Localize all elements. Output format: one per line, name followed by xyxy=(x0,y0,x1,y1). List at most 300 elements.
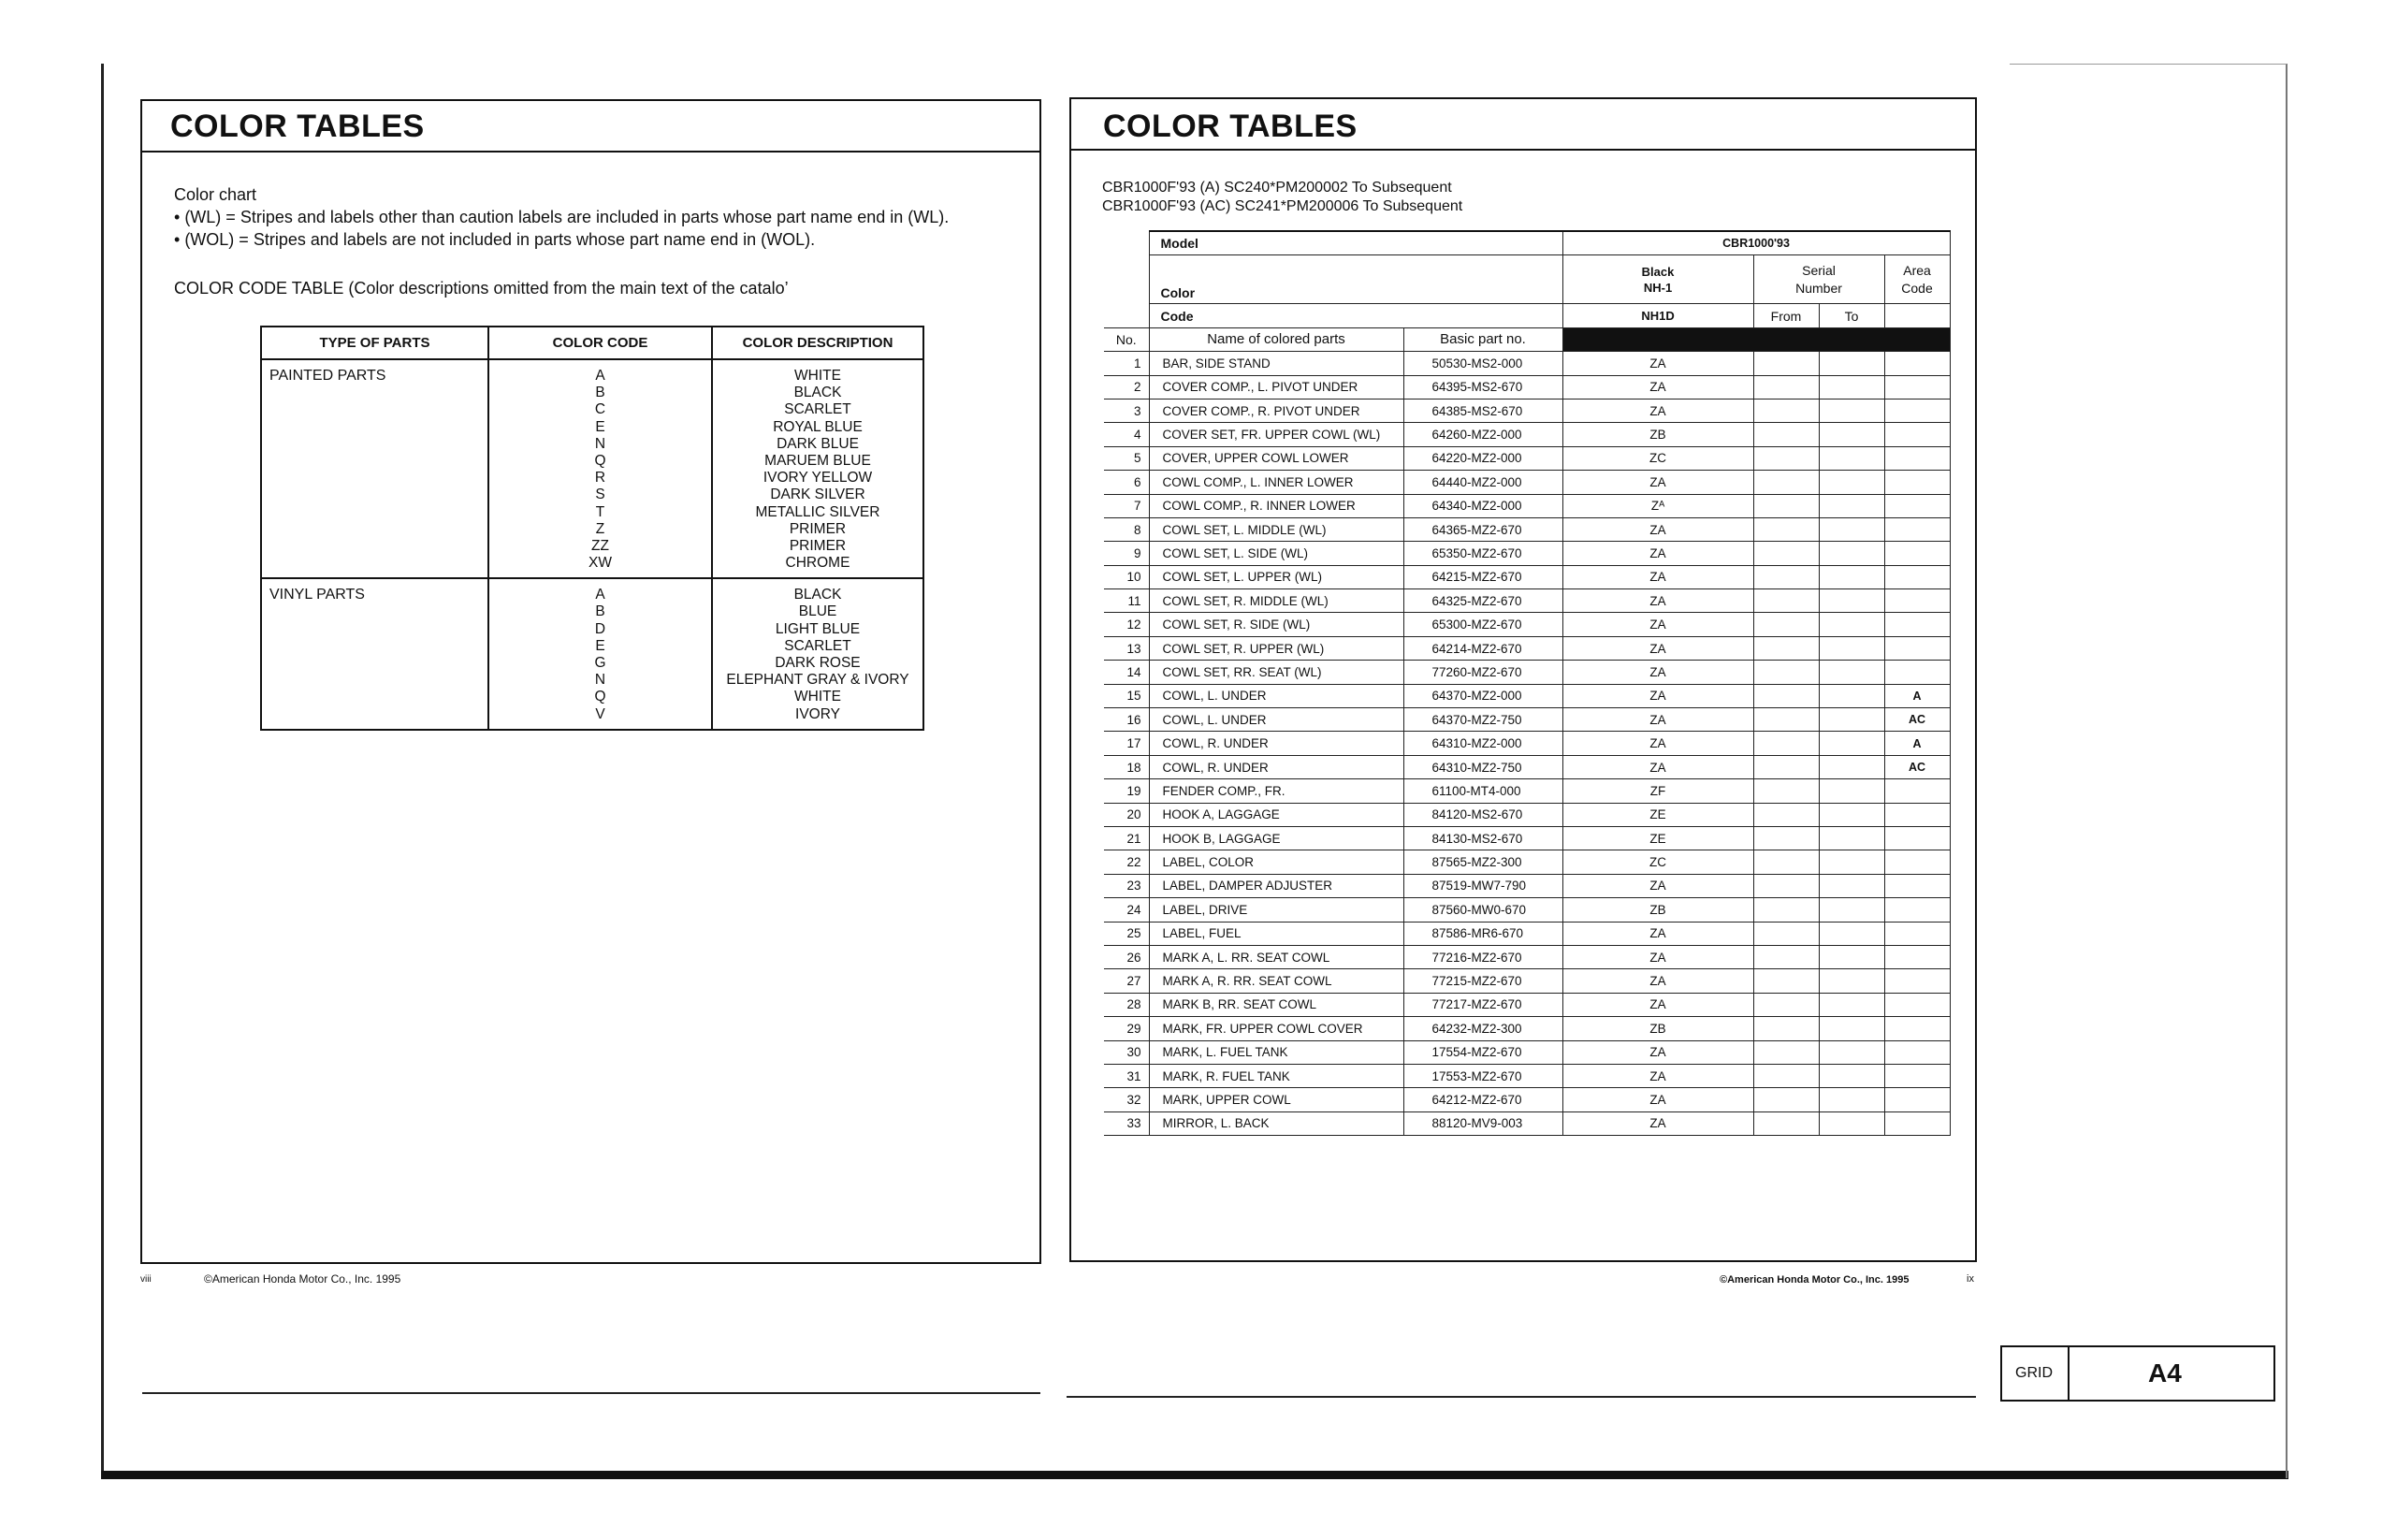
row-number: 5 xyxy=(1104,446,1149,470)
color-code: ZF xyxy=(1562,779,1753,803)
color-description: CHROME xyxy=(785,555,850,572)
basic-part-number: 64215-MZ2-670 xyxy=(1403,565,1562,588)
table-row xyxy=(1104,755,1950,778)
row-number: 15 xyxy=(1104,684,1149,707)
header-row-model xyxy=(1104,231,1950,255)
serial-from xyxy=(1753,423,1819,446)
table-row xyxy=(1104,732,1950,755)
color-description: ELEPHANT GRAY & IVORY xyxy=(726,672,909,689)
serial-to xyxy=(1819,423,1884,446)
serial-to xyxy=(1819,1064,1884,1087)
area-code-header xyxy=(1884,255,1950,304)
row-number: 16 xyxy=(1104,708,1149,732)
serial-to xyxy=(1819,755,1884,778)
serial-from xyxy=(1753,589,1819,613)
basic-part-number: 88120-MV9-003 xyxy=(1403,1111,1562,1135)
serial-from xyxy=(1753,732,1819,755)
table-row xyxy=(1104,399,1950,422)
serial-to xyxy=(1819,874,1884,897)
serial-to xyxy=(1819,661,1884,684)
code-label: Code xyxy=(1901,280,1933,296)
table-row xyxy=(1104,803,1950,826)
serial-number-header xyxy=(1753,255,1884,304)
page-title: COLOR TABLES xyxy=(170,109,425,144)
serial-to xyxy=(1819,993,1884,1016)
table-row xyxy=(1104,494,1950,517)
row-number: 1 xyxy=(1104,352,1149,375)
serial-from xyxy=(1753,517,1819,541)
area-code xyxy=(1884,565,1950,588)
serial-to xyxy=(1819,636,1884,660)
basic-part-number: 87519-MW7-790 xyxy=(1403,874,1562,897)
serial-to xyxy=(1819,803,1884,826)
header-blank xyxy=(1104,231,1149,255)
color-code: B xyxy=(595,603,605,620)
row-number: 24 xyxy=(1104,898,1149,922)
area-label: Area xyxy=(1903,262,1931,278)
part-name: COWL COMP., L. INNER LOWER xyxy=(1149,471,1403,494)
row-number: 11 xyxy=(1104,589,1149,613)
color-code: D xyxy=(594,620,606,637)
area-code: A xyxy=(1884,732,1950,755)
row-number: 19 xyxy=(1104,779,1149,803)
color-code: ZB xyxy=(1562,898,1753,922)
area-code: AC xyxy=(1884,708,1950,732)
row-number: 3 xyxy=(1104,399,1149,422)
part-name: HOOK B, LAGGAGE xyxy=(1149,826,1403,850)
basic-part-number: 64370-MZ2-750 xyxy=(1403,708,1562,732)
no-label: No. xyxy=(1104,327,1149,351)
area-code xyxy=(1884,1111,1950,1135)
serial-to xyxy=(1819,684,1884,707)
bpn-label: Basic part no. xyxy=(1403,327,1562,351)
to-label: To xyxy=(1819,304,1884,327)
row-number: 10 xyxy=(1104,565,1149,588)
color-code: ZA xyxy=(1562,755,1753,778)
serial-from xyxy=(1753,826,1819,850)
painted-parts-type: PAINTED PARTS xyxy=(261,359,488,578)
table-row xyxy=(1104,636,1950,660)
area-code xyxy=(1884,589,1950,613)
row-number: 29 xyxy=(1104,1017,1149,1040)
part-name: COWL SET, R. MIDDLE (WL) xyxy=(1149,589,1403,613)
color-code: Q xyxy=(594,452,606,469)
part-name: COWL, R. UNDER xyxy=(1149,755,1403,778)
header-row-columns xyxy=(1104,327,1950,351)
table-row xyxy=(1104,684,1950,707)
color-description: LIGHT BLUE xyxy=(775,620,861,637)
serial-to xyxy=(1819,898,1884,922)
row-number: 31 xyxy=(1104,1064,1149,1087)
basic-part-number: 61100-MT4-000 xyxy=(1403,779,1562,803)
table-row-painted xyxy=(261,359,923,578)
row-number: 28 xyxy=(1104,993,1149,1016)
header-blank xyxy=(1104,255,1149,304)
part-name: COWL SET, R. UPPER (WL) xyxy=(1149,636,1403,660)
serial-to xyxy=(1819,565,1884,588)
serial-to xyxy=(1819,471,1884,494)
part-name: COWL SET, L. MIDDLE (WL) xyxy=(1149,517,1403,541)
row-number: 22 xyxy=(1104,850,1149,874)
basic-part-number: 64325-MZ2-670 xyxy=(1403,589,1562,613)
serial-from xyxy=(1753,1111,1819,1135)
area-code xyxy=(1884,613,1950,636)
basic-part-number: 64310-MZ2-750 xyxy=(1403,755,1562,778)
color-code: ZA xyxy=(1562,471,1753,494)
header-black-bar xyxy=(1562,327,1950,351)
vinyl-codes xyxy=(488,578,712,730)
row-number: 14 xyxy=(1104,661,1149,684)
grid-label: GRID xyxy=(2015,1365,2053,1381)
color-code: ZA xyxy=(1562,375,1753,399)
serial-to xyxy=(1819,1040,1884,1064)
basic-part-number: 87565-MZ2-300 xyxy=(1403,850,1562,874)
color-code: N xyxy=(594,672,606,689)
color-code: N xyxy=(594,435,606,452)
code-row-label: Code xyxy=(1149,304,1562,327)
left-footer-copyright: ©American Honda Motor Co., Inc. 1995 xyxy=(204,1272,401,1286)
area-code xyxy=(1884,803,1950,826)
row-number: 32 xyxy=(1104,1088,1149,1111)
color-code: ZA xyxy=(1562,542,1753,565)
part-name: MARK, UPPER COWL xyxy=(1149,1088,1403,1111)
basic-part-number: 65350-MZ2-670 xyxy=(1403,542,1562,565)
color-code: ZA xyxy=(1562,352,1753,375)
table-row xyxy=(1104,969,1950,993)
color-code: ZA xyxy=(1562,661,1753,684)
basic-part-number: 84130-MS2-670 xyxy=(1403,826,1562,850)
serial-to xyxy=(1819,589,1884,613)
serial-from xyxy=(1753,1088,1819,1111)
left-page-panel xyxy=(140,99,1041,1264)
part-name: MARK A, R. RR. SEAT COWL xyxy=(1149,969,1403,993)
color-code: ZA xyxy=(1562,874,1753,897)
area-code xyxy=(1884,1088,1950,1111)
serial-from xyxy=(1753,684,1819,707)
color-code: V xyxy=(595,705,605,722)
area-code xyxy=(1884,874,1950,897)
serial-line-a: CBR1000F'93 (A) SC240*PM200002 To Subsequent xyxy=(1102,180,1452,196)
serial-to xyxy=(1819,517,1884,541)
area-code xyxy=(1884,471,1950,494)
color-description: IVORY xyxy=(795,705,840,722)
color-chart-label: Color chart xyxy=(174,185,257,204)
row-number: 4 xyxy=(1104,423,1149,446)
color-code: XW xyxy=(588,555,612,572)
number-label: Number xyxy=(1795,280,1842,296)
serial-from xyxy=(1753,708,1819,732)
color-code: ZE xyxy=(1562,826,1753,850)
serial-to xyxy=(1819,969,1884,993)
color-code: ZA xyxy=(1562,1088,1753,1111)
serial-from xyxy=(1753,399,1819,422)
grid-box xyxy=(2000,1345,2275,1402)
row-number: 27 xyxy=(1104,969,1149,993)
part-name: COVER COMP., R. PIVOT UNDER xyxy=(1149,399,1403,422)
serial-to xyxy=(1819,446,1884,470)
part-name: LABEL, DAMPER ADJUSTER xyxy=(1149,874,1403,897)
serial-to xyxy=(1819,850,1884,874)
table-row xyxy=(1104,542,1950,565)
basic-part-number: 64370-MZ2-000 xyxy=(1403,684,1562,707)
color-code: ZA xyxy=(1562,1064,1753,1087)
table-row xyxy=(1104,661,1950,684)
color-description: PRIMER xyxy=(789,537,847,554)
basic-part-number: 64260-MZ2-000 xyxy=(1403,423,1562,446)
row-number: 6 xyxy=(1104,471,1149,494)
basic-part-number: 17554-MZ2-670 xyxy=(1403,1040,1562,1064)
serial-to xyxy=(1819,613,1884,636)
model-value: CBR1000'93 xyxy=(1562,231,1950,255)
basic-part-number: 64232-MZ2-300 xyxy=(1403,1017,1562,1040)
basic-part-number: 64220-MZ2-000 xyxy=(1403,446,1562,470)
serial-to xyxy=(1819,732,1884,755)
serial-from xyxy=(1753,636,1819,660)
color-description: BLUE xyxy=(798,603,837,620)
header-empty-cell xyxy=(1884,304,1950,327)
col-color-description: COLOR DESCRIPTION xyxy=(712,327,923,359)
basic-part-number: 77215-MZ2-670 xyxy=(1403,969,1562,993)
serial-from xyxy=(1753,446,1819,470)
header-row-code xyxy=(1104,304,1950,327)
color-code-table xyxy=(260,326,924,731)
vinyl-parts-type: VINYL PARTS xyxy=(261,578,488,730)
area-code xyxy=(1884,1040,1950,1064)
part-name: BAR, SIDE STAND xyxy=(1149,352,1403,375)
painted-descriptions xyxy=(712,359,923,578)
table-row xyxy=(1104,874,1950,897)
from-label: From xyxy=(1753,304,1819,327)
basic-part-number: 64310-MZ2-000 xyxy=(1403,732,1562,755)
part-name: COWL COMP., R. INNER LOWER xyxy=(1149,494,1403,517)
serial-from xyxy=(1753,1064,1819,1087)
basic-part-number: 77260-MZ2-670 xyxy=(1403,661,1562,684)
basic-part-number: 64440-MZ2-000 xyxy=(1403,471,1562,494)
basic-part-number: 87586-MR6-670 xyxy=(1403,922,1562,945)
area-code xyxy=(1884,636,1950,660)
part-name: COWL SET, RR. SEAT (WL) xyxy=(1149,661,1403,684)
parts-color-table xyxy=(1104,230,1951,1136)
part-name: MARK A, L. RR. SEAT COWL xyxy=(1149,945,1403,968)
table-row xyxy=(1104,779,1950,803)
table-row xyxy=(1104,471,1950,494)
color-description: METALLIC SILVER xyxy=(755,503,880,520)
area-code xyxy=(1884,423,1950,446)
color-label: Color xyxy=(1149,255,1562,304)
color-code: ZA xyxy=(1562,399,1753,422)
serial-to xyxy=(1819,779,1884,803)
color-description: WHITE xyxy=(794,368,841,384)
table-row xyxy=(1104,922,1950,945)
part-name: MIRROR, L. BACK xyxy=(1149,1111,1403,1135)
row-number: 26 xyxy=(1104,945,1149,968)
black-label: Black xyxy=(1641,264,1675,279)
color-code: B xyxy=(595,385,605,401)
table-row xyxy=(1104,1017,1950,1040)
basic-part-number: 77216-MZ2-670 xyxy=(1403,945,1562,968)
table-row xyxy=(1104,517,1950,541)
color-code: ZA xyxy=(1562,922,1753,945)
table-row xyxy=(1104,898,1950,922)
color-code: ZA xyxy=(1562,565,1753,588)
color-code: ZB xyxy=(1562,423,1753,446)
part-name: COVER SET, FR. UPPER COWL (WL) xyxy=(1149,423,1403,446)
serial-from xyxy=(1753,945,1819,968)
serial-from xyxy=(1753,352,1819,375)
color-code: Zᴬ xyxy=(1562,494,1753,517)
part-name: MARK, L. FUEL TANK xyxy=(1149,1040,1403,1064)
part-name: COVER COMP., L. PIVOT UNDER xyxy=(1149,375,1403,399)
color-description: DARK BLUE xyxy=(777,435,859,452)
basic-part-number: 84120-MS2-670 xyxy=(1403,803,1562,826)
color-description: IVORY YELLOW xyxy=(763,470,873,487)
basic-part-number: 64212-MZ2-670 xyxy=(1403,1088,1562,1111)
basic-part-number: 64365-MZ2-670 xyxy=(1403,517,1562,541)
basic-part-number: 64340-MZ2-000 xyxy=(1403,494,1562,517)
serial-from xyxy=(1753,471,1819,494)
row-number: 23 xyxy=(1104,874,1149,897)
color-code: A xyxy=(595,587,605,603)
row-number: 20 xyxy=(1104,803,1149,826)
code-value: NH1D xyxy=(1562,304,1753,327)
color-code: ZA xyxy=(1562,517,1753,541)
row-number: 30 xyxy=(1104,1040,1149,1064)
area-code xyxy=(1884,517,1950,541)
serial-from xyxy=(1753,494,1819,517)
area-code xyxy=(1884,1017,1950,1040)
basic-part-number: 64395-MS2-670 xyxy=(1403,375,1562,399)
serial-to xyxy=(1819,922,1884,945)
sheet-right-border xyxy=(2286,64,2288,1478)
painted-codes xyxy=(488,359,712,578)
table-row xyxy=(1104,850,1950,874)
black-color-header xyxy=(1562,255,1753,304)
area-code xyxy=(1884,494,1950,517)
table-row-vinyl xyxy=(261,578,923,730)
serial-from xyxy=(1753,803,1819,826)
part-name: COWL SET, L. UPPER (WL) xyxy=(1149,565,1403,588)
part-name: LABEL, DRIVE xyxy=(1149,898,1403,922)
table-row xyxy=(1104,565,1950,588)
color-code: ZA xyxy=(1562,732,1753,755)
part-name: COWL SET, R. SIDE (WL) xyxy=(1149,613,1403,636)
serial-from xyxy=(1753,565,1819,588)
row-number: 2 xyxy=(1104,375,1149,399)
left-page-header xyxy=(142,101,1039,153)
color-code: S xyxy=(595,487,605,503)
row-number: 8 xyxy=(1104,517,1149,541)
model-label: Model xyxy=(1149,231,1562,255)
serial-to xyxy=(1819,1088,1884,1111)
color-code: ZZ xyxy=(591,537,609,554)
basic-part-number: 50530-MS2-000 xyxy=(1403,352,1562,375)
color-code: Z xyxy=(595,520,605,537)
color-description: BLACK xyxy=(793,587,842,603)
sheet-bottom-border xyxy=(101,1471,2288,1479)
color-description: WHITE xyxy=(794,689,841,705)
color-code: ZB xyxy=(1562,1017,1753,1040)
color-code: E xyxy=(595,418,605,435)
color-code-table-caption: COLOR CODE TABLE (Color descriptions omitted from the main text of the catalo’ xyxy=(174,279,789,298)
sheet-left-border xyxy=(101,64,104,1478)
serial-to xyxy=(1819,708,1884,732)
serial-from xyxy=(1753,850,1819,874)
table-header-row xyxy=(261,327,923,359)
color-code: ZA xyxy=(1562,993,1753,1016)
color-code: ZA xyxy=(1562,708,1753,732)
serial-from xyxy=(1753,922,1819,945)
area-code xyxy=(1884,352,1950,375)
color-code: ZA xyxy=(1562,684,1753,707)
area-code xyxy=(1884,446,1950,470)
serial-from xyxy=(1753,542,1819,565)
area-code xyxy=(1884,375,1950,399)
col-color-code: COLOR CODE xyxy=(488,327,712,359)
serial-from xyxy=(1753,1017,1819,1040)
part-name: COVER, UPPER COWL LOWER xyxy=(1149,446,1403,470)
color-description: DARK ROSE xyxy=(775,655,861,671)
basic-part-number: 77217-MZ2-670 xyxy=(1403,993,1562,1016)
sheet-top-rule xyxy=(2010,64,2287,65)
color-code: ZC xyxy=(1562,446,1753,470)
area-code xyxy=(1884,898,1950,922)
table-row xyxy=(1104,1040,1950,1064)
area-code: AC xyxy=(1884,755,1950,778)
part-name: LABEL, FUEL xyxy=(1149,922,1403,945)
part-name: COWL, L. UNDER xyxy=(1149,708,1403,732)
vinyl-descriptions xyxy=(712,578,923,730)
area-code xyxy=(1884,945,1950,968)
area-code xyxy=(1884,969,1950,993)
color-description: MARUEM BLUE xyxy=(764,452,871,469)
color-description: BLACK xyxy=(793,385,842,401)
part-name: MARK B, RR. SEAT COWL xyxy=(1149,993,1403,1016)
serial-from xyxy=(1753,755,1819,778)
serial-from xyxy=(1753,613,1819,636)
row-number: 21 xyxy=(1104,826,1149,850)
row-number: 18 xyxy=(1104,755,1149,778)
table-row xyxy=(1104,352,1950,375)
color-description: ROYAL BLUE xyxy=(773,418,863,435)
table-row xyxy=(1104,375,1950,399)
black-code: NH-1 xyxy=(1643,280,1673,295)
table-row xyxy=(1104,446,1950,470)
table-row xyxy=(1104,1111,1950,1135)
serial-from xyxy=(1753,661,1819,684)
left-footer-page: viii xyxy=(140,1274,152,1285)
serial-to xyxy=(1819,494,1884,517)
area-code xyxy=(1884,399,1950,422)
serial-label: Serial xyxy=(1802,262,1836,278)
part-name: MARK, R. FUEL TANK xyxy=(1149,1064,1403,1087)
area-code xyxy=(1884,1064,1950,1087)
part-name: COWL SET, L. SIDE (WL) xyxy=(1149,542,1403,565)
basic-part-number: 17553-MZ2-670 xyxy=(1403,1064,1562,1087)
color-code: A xyxy=(595,368,605,384)
area-code xyxy=(1884,542,1950,565)
row-number: 9 xyxy=(1104,542,1149,565)
part-name: COWL, L. UNDER xyxy=(1149,684,1403,707)
basic-part-number: 65300-MZ2-670 xyxy=(1403,613,1562,636)
color-code: ZC xyxy=(1562,850,1753,874)
row-number: 33 xyxy=(1104,1111,1149,1135)
row-number: 7 xyxy=(1104,494,1149,517)
table-row xyxy=(1104,1064,1950,1087)
bullet-wol-text: (WOL) = Stripes and labels are not included in parts whose part name end in (WOL). xyxy=(184,230,816,249)
table-row xyxy=(1104,613,1950,636)
area-code xyxy=(1884,779,1950,803)
color-code: ZA xyxy=(1562,1040,1753,1064)
